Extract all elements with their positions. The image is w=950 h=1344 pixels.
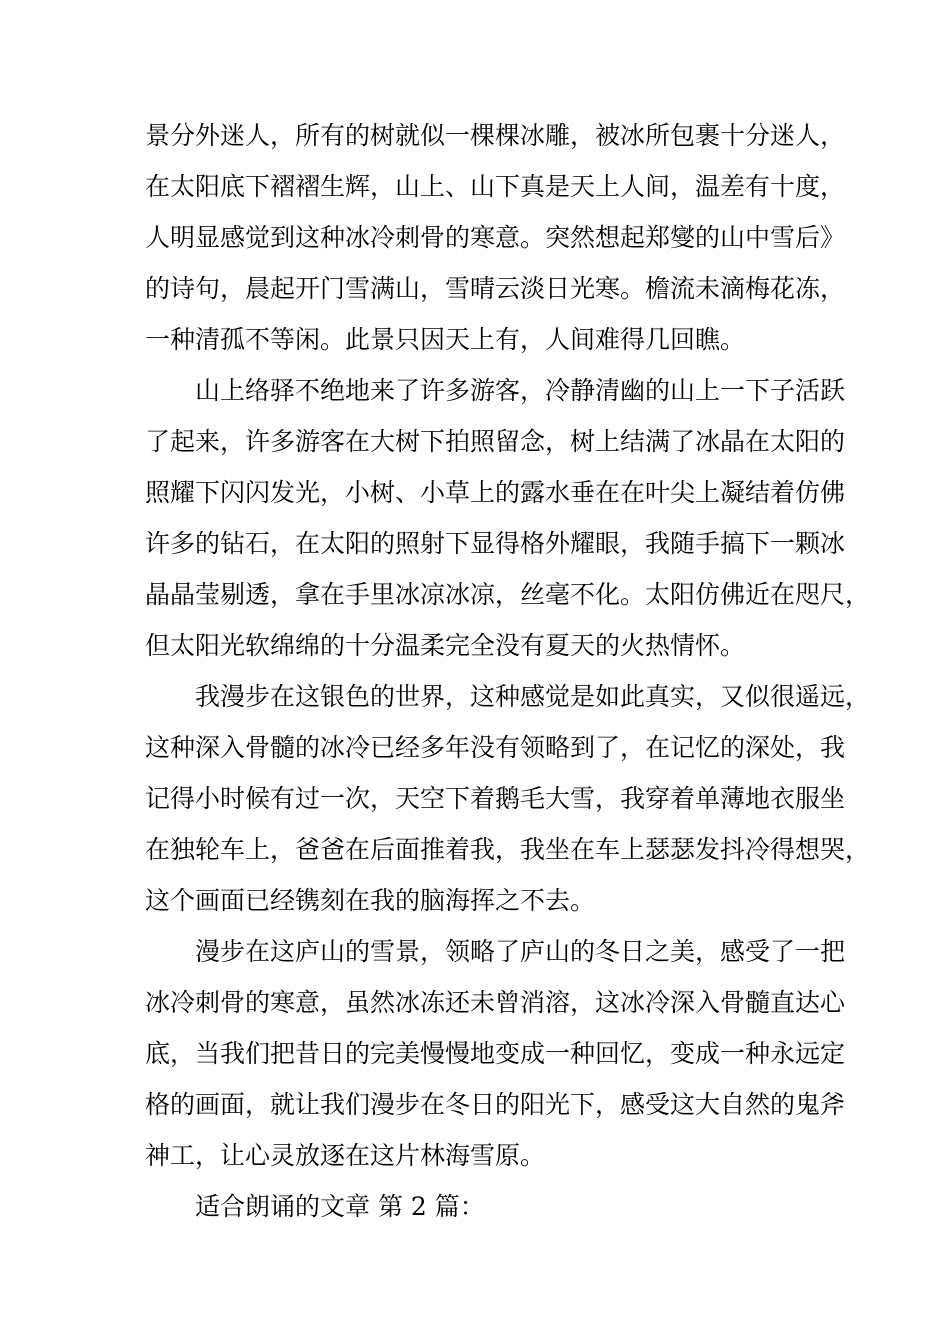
paragraph xyxy=(145,671,871,926)
text-line: 这个画面已经镌刻在我的脑海挥之不去。 xyxy=(145,886,596,915)
paragraph xyxy=(145,110,846,365)
text-line: 记得小时候有过一次，天空下着鹅毛大雪，我穿着单薄地衣服坐 xyxy=(145,784,846,813)
text-line: 晶晶莹剔透，拿在手里冰凉冰凉，丝毫不化。太阳仿佛近在咫尺， xyxy=(145,580,871,609)
text-line: 景分外迷人，所有的树就似一棵棵冰雕，被冰所包裹十分迷人， xyxy=(145,121,846,150)
text-line: 冰冷刺骨的寒意，虽然冰冻还未曾消溶，这冰冷深入骨髓直达心 xyxy=(145,988,846,1017)
text-line: 一种清孤不等闲。此景只因天上有，人间难得几回瞧。 xyxy=(145,325,746,354)
text-line: 神工，让心灵放逐在这片林海雪原。 xyxy=(145,1141,546,1170)
paragraph xyxy=(145,1181,807,1232)
text-line: 人明显感觉到这种冰冷刺骨的寒意。突然想起郑燮的山中雪后》 xyxy=(145,223,846,252)
text-line: 但太阳光软绵绵的十分温柔完全没有夏天的火热情怀。 xyxy=(145,631,746,660)
text-line: 山上络驿不绝地来了许多游客，冷静清幽的山上一下子活跃 xyxy=(195,376,846,405)
text-line: 适合朗诵的文章 第 2 篇： xyxy=(195,1192,485,1221)
text-line: 在太阳底下褶褶生辉，山上、山下真是天上人间，温差有十度， xyxy=(145,172,846,201)
text-line: 了起来，许多游客在大树下拍照留念，树上结满了冰晶在太阳的 xyxy=(145,427,846,456)
text-line: 漫步在这庐山的雪景，领略了庐山的冬日之美，感受了一把 xyxy=(195,937,846,966)
text-line: 底，当我们把昔日的完美慢慢地变成一种回忆，变成一种永远定 xyxy=(145,1039,846,1068)
text-line: 许多的钻石，在太阳的照射下显得格外耀眼，我随手搞下一颗冰 xyxy=(145,529,846,558)
text-line: 这种深入骨髓的冰冷已经多年没有领略到了，在记忆的深处，我 xyxy=(145,733,846,762)
text-line: 我漫步在这银色的世界，这种感觉是如此真实，又似很遥远， xyxy=(195,682,871,711)
paragraph xyxy=(145,365,871,671)
text-line: 格的画面，就让我们漫步在冬日的阳光下，感受这大自然的鬼斧 xyxy=(145,1090,846,1119)
article-body xyxy=(145,110,871,1232)
text-line: 的诗句，晨起开门雪满山，雪晴云淡日光寒。檐流未滴梅花冻， xyxy=(145,274,846,303)
text-line: 照耀下闪闪发光，小树、小草上的露水垂在在叶尖上凝结着仿佛 xyxy=(145,478,846,507)
paragraph xyxy=(145,926,846,1181)
text-line: 在独轮车上，爸爸在后面推着我，我坐在车上瑟瑟发抖冷得想哭， xyxy=(145,835,871,864)
